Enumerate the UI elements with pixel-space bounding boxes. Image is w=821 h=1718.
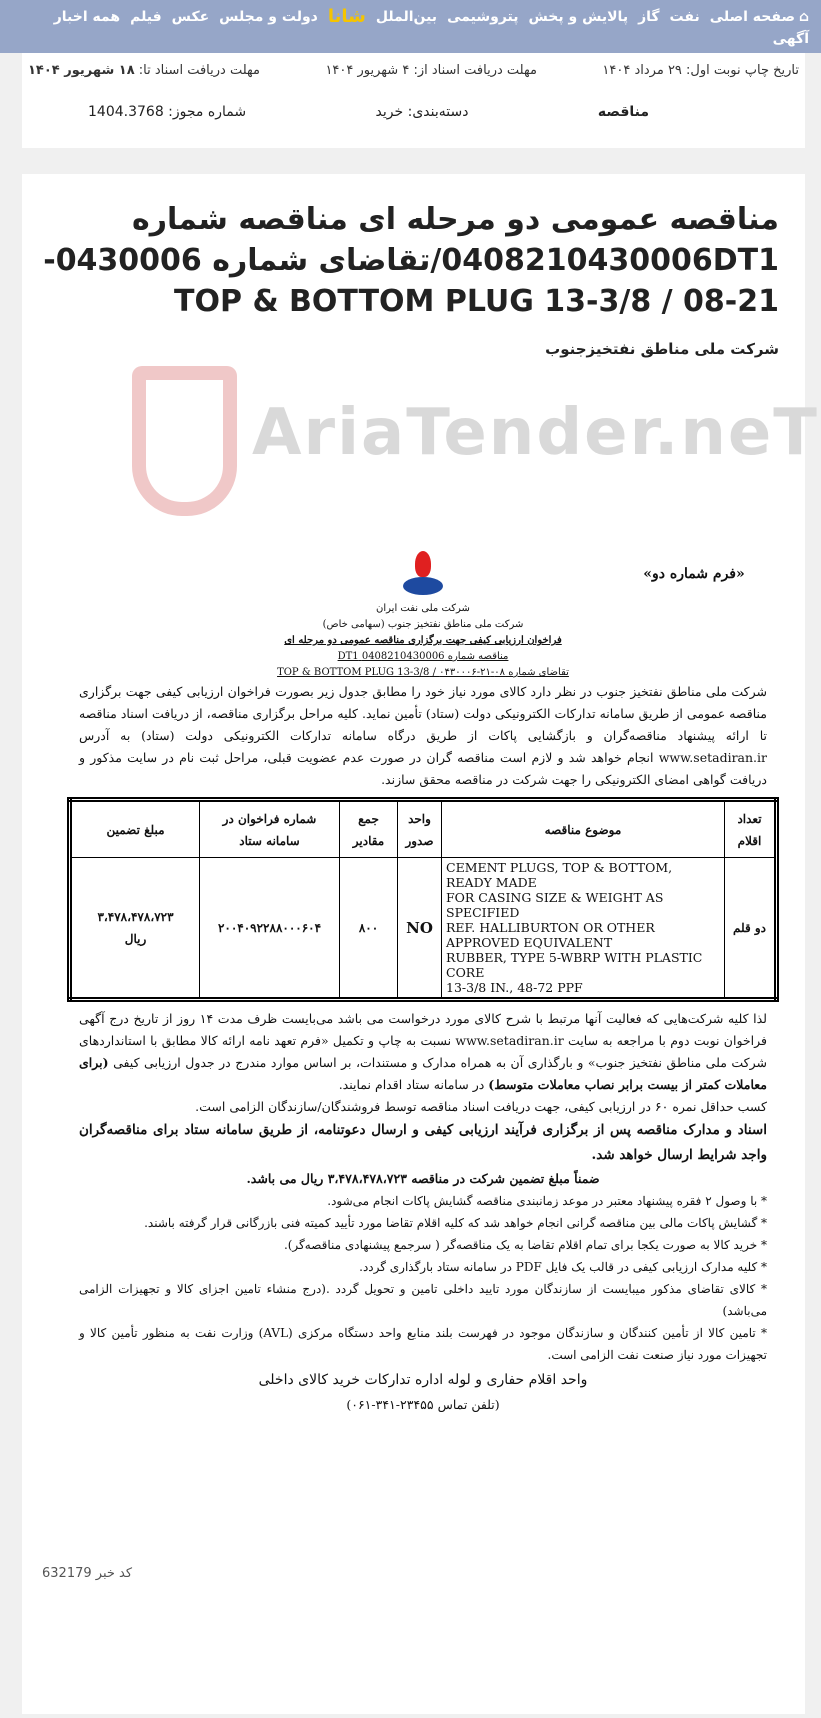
- site-logo[interactable]: شانا: [327, 6, 366, 27]
- watermark-shield-icon: [132, 366, 237, 516]
- nav-item[interactable]: فیلم: [130, 8, 162, 25]
- nav-item[interactable]: پتروشیمی: [447, 8, 519, 25]
- tender-document-image: «فرم شماره دو» شرکت ملی نفت ایران شرکت ملی مناطق نفتخیز جنوب (سهامی خاص) فراخوان ارزیابی کیفی جهت برگزاری مناقصه عمومی دو مرحله ای مناقصه شماره 0408210430006 DT1 تقاضای شماره ۰۸-۲۱-۰۴۳۰۰۰۶ / TOP & BOTTOM PLUG 13-3/8 شرکت ملی مناطق نفتخیز جنوب در نظر دارد کالای مورد نیاز خود را مطابق جدول زیر بصورت فراخوان ارزیابی کیفی جهت برگزاری مناقصه عمومی از طریق سامانه تدارکات الکترونیکی دولت (ستاد) تأمین نماید. کلیه مراحل برگزاری مناقصه، از دریافت اسناد مناقصه تا ارائه پیشنهاد مناقصه‌گران و بازگشایی پاکات از طریق درگاه سامانه تدارکات الکترونیکی دولت (ستاد) به آدرس www.setadiran.ir انجام خواهد شد و لازم است مناقصه گران در صورت عدم عضویت قبلی، مراحل ثبت نام در سایت مذکور و دریافت گواهی امضای الکترونیکی را جهت شرکت در مناقصه محقق سازند. تعداد اقلام موضوع مناقصه واحد صدور جمع مقادیر شماره فراخوان در سامانه ستاد مبلغ تضمین دو قلم CEMENT PLUGS, TOP & BOTTOM, READY MADE FOR CASING SIZE & WEIGHT AS SPECIFIED REF. HALLIBURTON OR OTHER APPROVED EQUIVALENT RUBBER, TYPE 5-WBRP WITH PLASTIC CORE 13-3/8 IN., 48-72 PPF NO ۸۰۰ ۲۰۰۴۰۹۲۲۸۸۰۰۰۶۰۴ ۳،۴۷۸،۴۷۸،۷۲۳ ریال لذا کلیه شرکت‌هایی که فعالیت آنها مرتبط با شرح کالای مورد درخواست می باشد می‌بایست ظرف مدت ۱۴ روز از تاریخ درج آگهی فراخوان نوبت دوم با مراجعه به سایت www.setadiran.ir نسبت به چاپ و تکمیل «فرم تعهد نامه ارائه کالا مطابق با استانداردهای شرکت ملی مناطق نفتخیز جنوب» و بارگذاری آن به همراه مدارک و مستندات، بر اساس موارد مندرج در جدول ارزیابی کیفی (برای معاملات کمتر از بیست برابر نصاب معاملات متوسط) در سامانه ستاد اقدام نمایند. کسب حداقل نمره ۶۰ در ارزیابی کیفی، جهت دریافت اسناد مناقصه توسط فروشندگان/سازندگان الزامی است. اسناد و مدارک مناقصه پس از برگزاری فرآیند ارزیابی کیفی و ارسال دعوتنامه، از طریق سامانه ستاد برای مناقصه‌گران واجد شرایط ارسال خواهد شد. ضمناً مبلغ تضمین شرکت در مناقصه ۳،۴۷۸،۴۷۸،۷۲۳ ریال می باشد. * با وصول ۲ فقره پیشنهاد معتبر در موعد زمانبندی مناقصه گشایش پاکات انجام می‌شود. * گشایش پاکات مالی بین مناقصه گرانی انجام خواهد شد که کلیه اقلام تقاضا مورد تأیید کمیته فنی بازرگانی قرار گرفته باشند. * خرید کالا به صورت یکجا برای تمام اقلام تقاضا به یک مناقصه‌گر ( سرجمع پیشنهادی مناقصه‌گر). * کلیه مدارک ارزیابی کیفی در قالب یک فایل PDF در سامانه ستاد بارگذاری گردد. * کالای تقاضای مذکور میبایست از سازندگان مورد تایید داخلی تامین و تحویل گردد .(درج منشاء تامین اجزای کالا و تجهیزات الزامی می‌باشد) * تامین کالا از تأمین کنندگان و سازندگان موجود در فهرست بلند منابع واحد دستگاه مرکزی (AVL) وزارت نفت به منظور تأمین کالا و تجهیزات مورد نیاز صنعت نفت الزامی است. واحد اقلام حفاری و لوله اداره تدارکات خرید کالای داخلی (تلفن تماس ۲۳۴۵۵-۳۴۱-۰۶۱): [67, 551, 779, 1416]
- watermark: AriaTender.neT: [42, 366, 779, 531]
- news-code: کد خبر 632179: [42, 1566, 133, 1581]
- nav-item[interactable]: گاز: [638, 8, 660, 25]
- nav-item[interactable]: بین‌الملل: [375, 8, 438, 25]
- paragraph: اسناد و مدارک مناقصه پس از برگزاری فرآیند ارزیابی کیفی و ارسال دعوتنامه، از طریق سامانه ستاد برای مناقصه‌گران واجد شرایط ارسال خواهد شد.: [79, 1122, 767, 1163]
- company-name: شرکت ملی مناطق نفتخیزجنوب: [545, 340, 779, 358]
- top-nav: [0, 0, 821, 53]
- license-number: شماره مجوز: 1404.3768: [88, 104, 247, 120]
- tender-meta-card: [22, 53, 805, 148]
- home-icon: ⌂: [798, 8, 809, 25]
- nav-item[interactable]: نفت: [669, 8, 700, 25]
- tender-content-card: [22, 174, 819, 1714]
- paragraph: لذا کلیه شرکت‌هایی که فعالیت آنها مرتبط با شرح کالای مورد درخواست می باشد می‌بایست ظرف مدت ۱۴ روز از تاریخ درج آگهی فراخوان نوبت دوم با مراجعه به سایت www.setadiran.ir نسبت به چاپ و تکمیل «فرم تعهد نامه ارائه کالا مطابق با استانداردهای شرکت ملی مناطق نفتخیز جنوب» و بارگذاری آن به همراه مدارک و مستندات، بر اساس موارد مندرج در جدول ارزیابی کیفی (برای معاملات کمتر از بیست برابر نصاب معاملات متوسط) در سامانه ستاد اقدام نمایند.: [79, 1011, 767, 1092]
- table-row: دو قلم CEMENT PLUGS, TOP & BOTTOM, READY MADE FOR CASING SIZE & WEIGHT AS SPECIFIED REF. HALLIBURTON OR OTHER APPROVED EQUIVALENT RUBBER, TYPE 5-WBRP WITH PLASTIC CORE 13-3/8 IN., 48-72 PPF NO ۸۰۰ ۲۰۰۴۰۹۲۲۸۸۰۰۰۶۰۴ ۳،۴۷۸،۴۷۸،۷۲۳ ریال: [70, 858, 777, 1000]
- nav-item[interactable]: پالایش و پخش: [528, 8, 629, 25]
- issuing-unit: واحد اقلام حفاری و لوله اداره تدارکات خرید کالای داخلی: [258, 1372, 588, 1388]
- nav-item[interactable]: عکس: [171, 8, 210, 25]
- nav-item[interactable]: دولت و مجلس: [219, 8, 318, 25]
- tender-table: تعداد اقلام موضوع مناقصه واحد صدور جمع مقادیر شماره فراخوان در سامانه ستاد مبلغ تضمین دو قلم CEMENT PLUGS, TOP & BOTTOM, READY MADE FOR CASING SIZE & WEIGHT AS SPECIFIED REF. HALLIBURTON OR OTHER APPROVED EQUIVALENT RUBBER, TYPE 5-WBRP WITH PLASTIC CORE 13-3/8 IN., 48-72 PPF NO ۸۰۰ ۲۰۰۴۰۹۲۲۸۸۰۰۰۶۰۴ ۳،۴۷۸،۴۷۸،۷۲۳ ریال: [67, 797, 779, 1002]
- page-title: مناقصه عمومی دو مرحله ای مناقصه شماره 0408210430006DT1/تقاضای شماره 0430006-TOP & BOTTOM PLUG 13-3/8 / 08-21: [43, 202, 779, 319]
- intro-paragraph: شرکت ملی مناطق نفتخیز جنوب در نظر دارد کالای مورد نیاز خود را مطابق جدول زیر بصورت فراخوان ارزیابی کیفی جهت برگزاری مناقصه عمومی از طریق سامانه تدارکات الکترونیکی دولت (ستاد) تأمین نماید. کلیه مراحل برگزاری مناقصه، از دریافت اسناد مناقصه تا ارائه پیشنهاد مناقصه‌گران و بازگشایی پاکات از طریق درگاه سامانه تدارکات الکترونیکی دولت (ستاد) به آدرس www.setadiran.ir انجام خواهد شد و لازم است مناقصه گران در صورت عدم عضویت قبلی، مراحل ثبت نام در سایت مذکور و دریافت گواهی امضای الکترونیکی را جهت شرکت در مناقصه محقق سازند.: [79, 684, 767, 787]
- category: دسته‌بندی: خرید: [375, 104, 469, 120]
- docs-until: مهلت دریافت اسناد تا: ۱۸ شهریور ۱۴۰۴: [28, 63, 260, 78]
- nav-home[interactable]: ⌂ صفحه اصلی: [709, 8, 809, 25]
- form-number: «فرم شماره دو»: [643, 566, 745, 582]
- bullet-list: * با وصول ۲ فقره پیشنهاد معتبر در موعد زمانبندی مناقصه گشایش پاکات انجام می‌شود. * گشایش پاکات مالی بین مناقصه گرانی انجام خواهد شد که کلیه اقلام تقاضا مورد تأیید کمیته فنی بازرگانی قرار گرفته باشند. * خرید کالا به صورت یکجا برای تمام اقلام تقاضا به یک مناقصه‌گر ( سرجمع پیشنهادی مناقصه‌گر). * کلیه مدارک ارزیابی کیفی در قالب یک فایل PDF در سامانه ستاد بارگذاری گردد. * کالای تقاضای مذکور میبایست از سازندگان مورد تایید داخلی تامین و تحویل گردد .(درج منشاء تامین اجزای کالا و تجهیزات الزامی می‌باشد) * تامین کالا از تأمین کنندگان و سازندگان موجود در فهرست بلند منابع واحد دستگاه مرکزی (AVL) وزارت نفت به منظور تأمین کالا و تجهیزات مورد نیاز صنعت نفت الزامی است.: [79, 1194, 767, 1362]
- guarantee-note: ضمناً مبلغ تضمین شرکت در مناقصه ۳،۴۷۸،۴۷۸،۷۲۳ ریال می باشد.: [246, 1171, 600, 1186]
- paragraph: کسب حداقل نمره ۶۰ در ارزیابی کیفی، جهت دریافت اسناد مناقصه توسط فروشندگان/سازندگان الزامی است.: [195, 1099, 767, 1114]
- nioc-logo-icon: [403, 551, 443, 601]
- docs-from-date: مهلت دریافت اسناد از: ۴ شهریور ۱۴۰۴: [325, 63, 537, 78]
- nav-item[interactable]: آگهی: [772, 31, 809, 47]
- tender-type: مناقصه: [597, 104, 649, 120]
- contact-phone: (تلفن تماس ۲۳۴۵۵-۳۴۱-۰۶۱): [346, 1397, 500, 1412]
- first-print-date: تاریخ چاپ نوبت اول: ۲۹ مرداد ۱۴۰۴: [602, 63, 799, 78]
- nav-item[interactable]: همه اخبار: [53, 8, 121, 25]
